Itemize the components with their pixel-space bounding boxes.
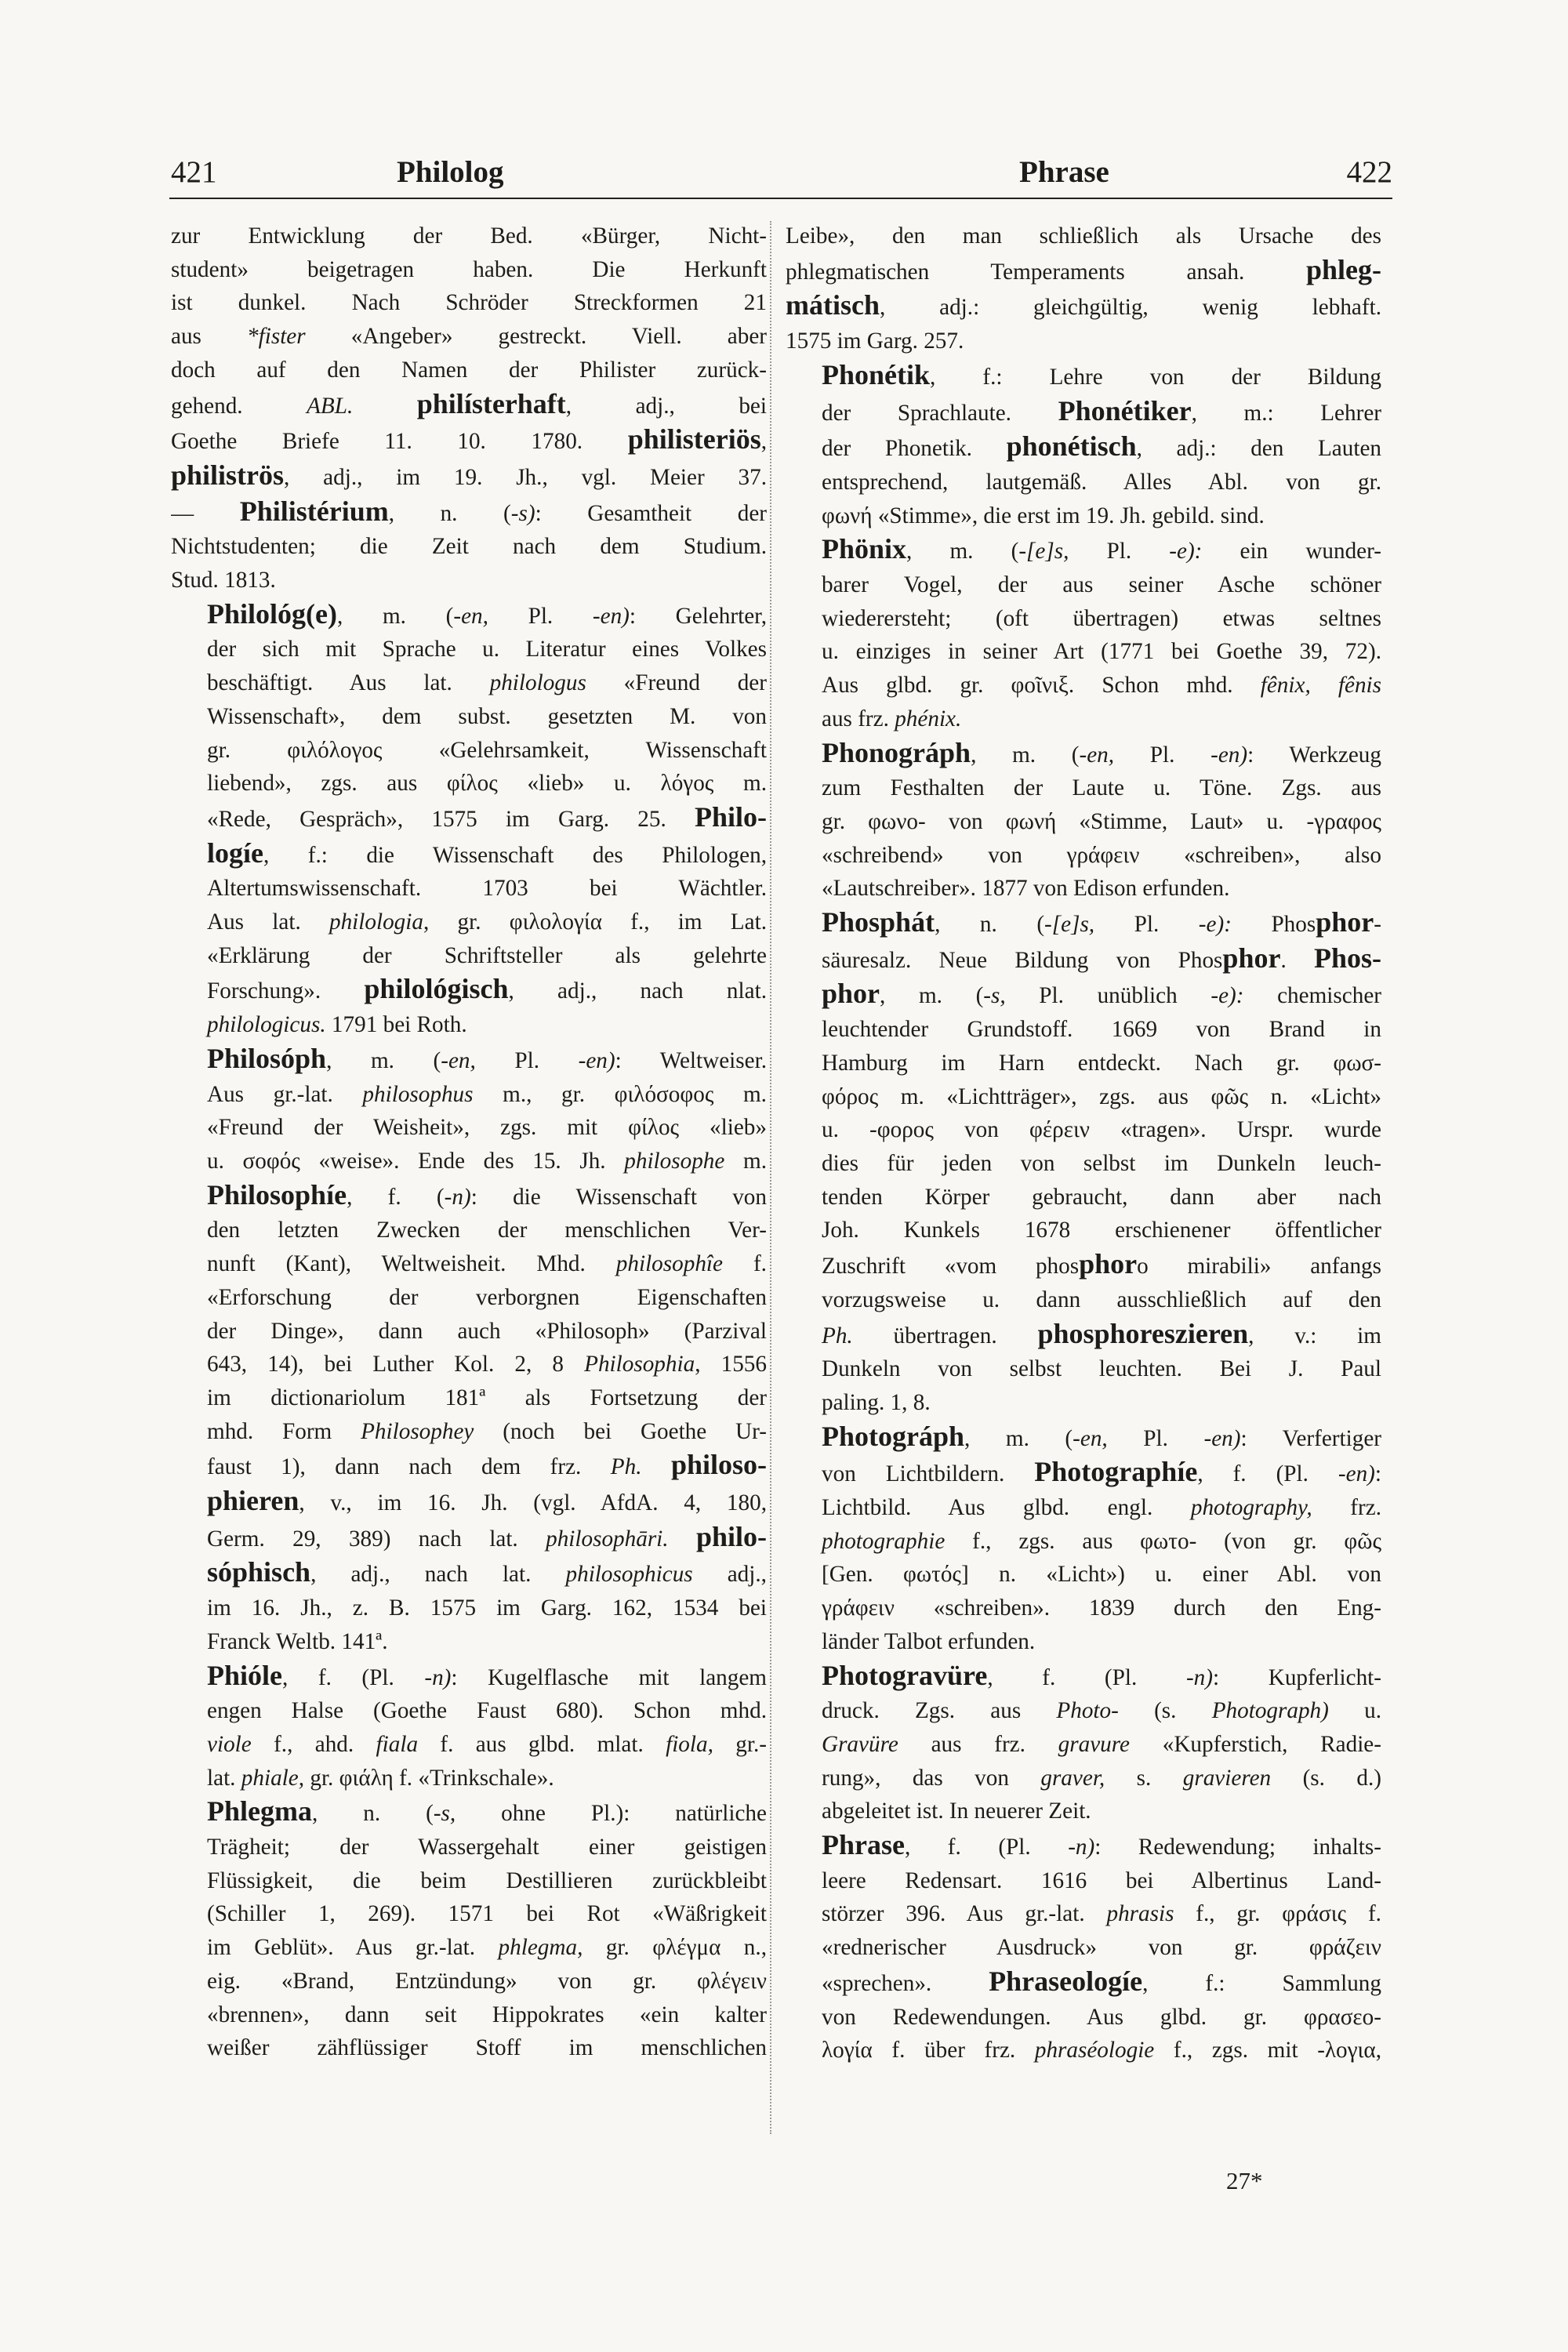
headword-line: Photogravüre, f. (Pl. -n): Kupferlicht-: [822, 1659, 1381, 1691]
text-line: u. einziges in seiner Art (1771 bei Goethe 39, 72).: [822, 639, 1381, 665]
text-line: gr. φωνο- von φωνή «Stimme, Laut» u. -γραφος: [822, 808, 1381, 834]
text-line: Altertumswissenschaft. 1703 bei Wächtler.: [207, 876, 767, 902]
text-line: beschäftigt. Aus lat. philologus «Freund der: [207, 670, 767, 696]
text-line: liebend», zgs. aus φίλος «lieb» u. λόγος m.: [207, 771, 767, 797]
text-line: Ph. übertragen. phosphoreszieren, v.: im: [822, 1317, 1381, 1349]
text-line: phlegmatischen Temperaments ansah. phleg-: [786, 253, 1381, 285]
text-line: — Philistérium, n. (-s): Gesamtheit der: [171, 495, 767, 527]
text-line: paling. 1, 8.: [822, 1389, 931, 1415]
text-line: störzer 396. Aus gr.-lat. phrasis f., gr. φράσις f.: [822, 1901, 1381, 1927]
text-line: druck. Zgs. aus Photo- (s. Photograph) u.: [822, 1698, 1381, 1724]
text-line: der Dinge», dann auch «Philosoph» (Parzival: [207, 1318, 767, 1344]
headword-line: Philosóph, m. (-en, Pl. -en): Weltweiser.: [207, 1042, 767, 1074]
text-line: Gravüre aus frz. gravure «Kupferstich, Radie-: [822, 1731, 1381, 1757]
text-line: Nichtstudenten; die Zeit nach dem Studium.: [171, 534, 767, 560]
text-line: viole f., ahd. fiala f. aus glbd. mlat. fiola, gr.-: [207, 1731, 767, 1757]
text-line: «Rede, Gespräch», 1575 im Garg. 25. Philo-: [207, 800, 767, 833]
text-line: (Schiller 1, 269). 1571 bei Rot «Wäßrigkeit: [207, 1901, 767, 1927]
text-line: im 16. Jh., z. B. 1575 im Garg. 162, 1534 bei: [207, 1595, 767, 1621]
text-line: gehend. ABL. philísterhaft, adj., bei: [171, 387, 767, 419]
headword-line: Photográph, m. (-en, Pl. -en): Verfertiger: [822, 1420, 1381, 1452]
entry-phonograph: [786, 736, 1381, 906]
text-line: Wissenschaft», dem subst. gesetzten M. von: [207, 703, 767, 729]
text-line: im dictionariolum 181ª als Fortsetzung der: [207, 1385, 767, 1410]
text-line: der sich mit Sprache u. Literatur eines Volkes: [207, 637, 767, 662]
headword-line: Phlegma, n. (-s, ohne Pl.): natürliche: [207, 1795, 767, 1828]
entry-phrase: [786, 1828, 1381, 2067]
text-line: dies für jeden von selbst im Dunkeln leuch-: [822, 1150, 1381, 1176]
text-line: tenden Körper gebraucht, dann aber nach: [822, 1184, 1381, 1210]
text-line: photographie f., zgs. aus φωτο- (von gr. φῶς: [822, 1528, 1381, 1554]
text-line: phieren, v., im 16. Jh. (vgl. AfdA. 4, 180,: [207, 1485, 767, 1517]
text-line: rung», das von graver, s. gravieren (s. d.): [822, 1765, 1381, 1791]
entry-philologe: [171, 597, 767, 1042]
text-line: von Lichtbildern. Photographíe, f. (Pl. -en):: [822, 1456, 1381, 1488]
text-line: λογία f. über frz. phraséologie f., zgs. mit -λογια,: [822, 2038, 1381, 2063]
entry-phlegma-continued: [786, 220, 1381, 358]
text-line: aus frz. phénix.: [822, 706, 962, 731]
text-line: ist dunkel. Nach Schröder Streckformen 21: [171, 290, 767, 316]
headword-line: Philológ(e), m. (-en, Pl. -en): Gelehrter,: [207, 597, 767, 630]
text-line: Zuschrift «vom phosphoro mirabili» anfangs: [822, 1248, 1381, 1280]
text-line: engen Halse (Goethe Faust 680). Schon mhd.: [207, 1698, 767, 1724]
running-header: [169, 154, 1392, 198]
text-line: Aus gr.-lat. philosophus m., gr. φιλόσοφος m.: [207, 1081, 767, 1107]
text-line: entsprechend, lautgemäß. Alles Abl. von gr.: [822, 469, 1381, 495]
entry-phosphat: [786, 906, 1381, 1420]
text-line: «Erklärung der Schriftsteller als gelehrte: [207, 942, 767, 968]
entry-phoenix: [786, 532, 1381, 735]
text-line: den letzten Zwecken der menschlichen Ver-: [207, 1218, 767, 1243]
entry-photograph: [786, 1420, 1381, 1659]
text-line: Leibe», den man schließlich als Ursache des: [786, 223, 1381, 249]
text-line: nunft (Kant), Weltweisheit. Mhd. philosophîe f.: [207, 1251, 767, 1277]
left-column: [171, 220, 767, 2140]
text-line: Hamburg im Harn entdeckt. Nach gr. φωσ-: [822, 1050, 1381, 1076]
text-line: eig. «Brand, Entzündung» von gr. φλέγειν: [207, 1968, 767, 1994]
text-line: abgeleitet ist. In neuerer Zeit.: [822, 1798, 1091, 1824]
text-line: sóphisch, adj., nach lat. philosophicus adj.,: [207, 1556, 767, 1588]
text-line: leuchtender Grundstoff. 1669 von Brand in: [822, 1017, 1381, 1043]
text-line: φωνή «Stimme», die erst im 19. Jh. gebild. sind.: [822, 503, 1265, 528]
text-line: von Redewendungen. Aus glbd. gr. φρασεο-: [822, 2004, 1381, 2030]
text-line: weißer zähflüssiger Stoff im menschlichen: [207, 2035, 767, 2061]
text-line: mhd. Form Philosophey (noch bei Goethe Ur-: [207, 1418, 767, 1444]
text-line: wiederersteht; (oft übertragen) etwas seltnes: [822, 605, 1381, 631]
text-line: barer Vogel, der aus seiner Asche schöner: [822, 572, 1381, 598]
text-line: aus *fister «Angeber» gestreckt. Viell. aber: [171, 324, 767, 350]
text-line: «Erforschung der verborgnen Eigenschaften: [207, 1284, 767, 1310]
entry-philister-continued: [171, 220, 767, 597]
column-divider: [770, 221, 772, 2134]
headword-line: Phonétik, f.: Lehre von der Bildung: [822, 358, 1381, 390]
text-line: Aus lat. philologia, gr. φιλολογία f., im Lat.: [207, 909, 767, 935]
text-line: philiströs, adj., im 19. Jh., vgl. Meier 37.: [171, 459, 767, 491]
text-line: «sprechen». Phraseologíe, f.: Sammlung: [822, 1965, 1381, 1997]
text-line: Lichtbild. Aus glbd. engl. photography, frz.: [822, 1495, 1381, 1521]
text-line: der Sprachlaute. Phonétiker, m.: Lehrer: [822, 394, 1381, 426]
text-line: leere Redensart. 1616 bei Albertinus Land-: [822, 1867, 1381, 1893]
text-line: Aus glbd. gr. φοῖνιξ. Schon mhd. fênix, fênis: [822, 673, 1381, 699]
headword-line: Phrase, f. (Pl. -n): Redewendung; inhalts-: [822, 1829, 1381, 1861]
text-line: u. -φορος von φέρειν «tragen». Urspr. wurde: [822, 1117, 1381, 1143]
entry-phlegma: [171, 1795, 767, 2065]
text-line: «brennen», dann seit Hippokrates «ein kalter: [207, 2002, 767, 2027]
text-line: Trägheit; der Wassergehalt einer geistigen: [207, 1835, 767, 1860]
headword-line: Phonográph, m. (-en, Pl. -en): Werkzeug: [822, 736, 1381, 768]
text-line: φόρος m. «Lichtträger», zgs. aus φῶς n. «Licht»: [822, 1083, 1381, 1109]
text-line: der Phonetik. phonétisch, adj.: den Lauten: [822, 430, 1381, 463]
text-line: γράφειν «schreiben». 1839 durch den Eng-: [822, 1595, 1381, 1621]
headword-line: Phióle, f. (Pl. -n): Kugelflasche mit langem: [207, 1659, 767, 1691]
text-line: philologicus. 1791 bei Roth.: [207, 1012, 467, 1038]
text-line: «rednerischer Ausdruck» von gr. φράζειν: [822, 1935, 1381, 1961]
text-line: Joh. Kunkels 1678 erschienener öffentlicher: [822, 1218, 1381, 1243]
headword-line: Phönix, m. (-[e]s, Pl. -e): ein wunder-: [822, 533, 1381, 565]
text-line: Stud. 1813.: [171, 568, 276, 593]
left-catchword: Philolog: [397, 155, 504, 189]
text-line: Forschung». philológisch, adj., nach nlat.: [207, 973, 767, 1005]
left-page-number: 421: [171, 155, 217, 189]
text-line: Goethe Briefe 11. 10. 1780. philisteriös,: [171, 423, 767, 456]
text-line: «Freund der Weisheit», zgs. mit φίλος «lieb»: [207, 1115, 767, 1141]
text-line: «Lautschreiber». 1877 von Edison erfunden.: [822, 876, 1230, 902]
header-rule: [169, 198, 1392, 199]
text-line: «schreibend» von γράφειν «schreiben», also: [822, 842, 1381, 868]
text-line: im Geblüt». Aus gr.-lat. phlegma, gr. φλέγμα n.,: [207, 1935, 767, 1961]
text-line: faust 1), dann nach dem frz. Ph. philoso-: [207, 1449, 767, 1481]
text-line: zur Entwicklung der Bed. «Bürger, Nicht-: [171, 223, 767, 249]
entry-phiole: [171, 1659, 767, 1795]
text-line: student» beigetragen haben. Die Herkunft: [171, 256, 767, 282]
text-line: [Gen. φωτός] n. «Licht») u. einer Abl. von: [822, 1562, 1381, 1588]
text-line: zum Festhalten der Laute u. Töne. Zgs. aus: [822, 775, 1381, 801]
text-line: Germ. 29, 389) nach lat. philosophāri. philo-: [207, 1520, 767, 1552]
text-line: doch auf den Namen der Philister zurück-: [171, 357, 767, 383]
entry-photogravuere: [786, 1659, 1381, 1829]
headword-line: Phosphát, n. (-[e]s, Pl. -e): Phosphor-: [822, 906, 1381, 938]
text-line: Franck Weltb. 141ª.: [207, 1628, 388, 1654]
text-line: vorzugsweise u. dann ausschließlich auf den: [822, 1287, 1381, 1312]
text-line: Flüssigkeit, die beim Destillieren zurückbleibt: [207, 1867, 767, 1893]
text-line: Dunkeln von selbst leuchten. Bei J. Paul: [822, 1356, 1381, 1382]
text-line: logíe, f.: die Wissenschaft des Philologen,: [207, 837, 767, 869]
right-column: [786, 220, 1381, 2140]
text-line: lat. phiale, gr. φιάλη f. «Trinkschale».: [207, 1765, 554, 1791]
signature-mark: 27*: [1226, 2167, 1263, 2194]
right-page-number: 422: [1346, 155, 1392, 189]
text-line: gr. φιλόλογος «Gelehrsamkeit, Wissenschaft: [207, 737, 767, 763]
right-catchword: Phrase: [1019, 155, 1109, 189]
text-line: u. σοφός «weise». Ende des 15. Jh. philosophe m.: [207, 1148, 767, 1174]
text-line: säuresalz. Neue Bildung von Phosphor. Phos-: [822, 942, 1381, 974]
text-line: phor, m. (-s, Pl. unüblich -e): chemischer: [822, 978, 1381, 1010]
text-line: Philosophíe, f. (-n): die Wissenschaft von: [207, 1178, 767, 1210]
text-line: 1575 im Garg. 257.: [786, 328, 964, 354]
entry-philosoph: [171, 1042, 767, 1659]
text-line: länder Talbot erfunden.: [822, 1628, 1036, 1654]
text-line: mátisch, adj.: gleichgültig, wenig lebhaft.: [786, 289, 1381, 321]
entry-phonetik: [786, 358, 1381, 533]
text-line: 643, 14), bei Luther Kol. 2, 8 Philosophia, 1556: [207, 1352, 767, 1377]
